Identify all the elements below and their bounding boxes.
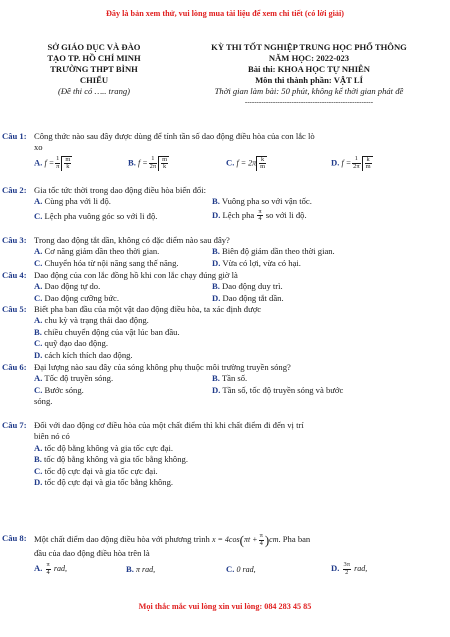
option-a[interactable]: [34, 156, 72, 171]
option-label: B.: [128, 157, 136, 168]
option-label: D.: [34, 349, 43, 360]
option-label: A.: [34, 442, 43, 453]
option-text: cách kích thích dao động.: [44, 349, 133, 360]
option-label: A.: [34, 563, 43, 574]
option-text: Bước sóng.: [44, 384, 84, 395]
question-text: Công thức nào sau đây được dùng để tính tần số dao động điều hòa của con lắc lò: [34, 131, 315, 141]
option-text: Tần số, tốc độ truyền sóng và bước: [222, 384, 344, 395]
exam-header: [175, 42, 443, 108]
school-line-1: SỞ GIÁO DỤC VÀ ĐÀO: [47, 42, 141, 52]
school-year: NĂM HỌC: 2022-023: [268, 53, 350, 63]
question-4: [2, 270, 434, 304]
option-label: A.: [34, 246, 43, 257]
option-text: Lệch pha vuông góc so với li độ.: [44, 210, 158, 221]
question-text-cont: biên nó có: [34, 431, 70, 442]
formula-prefix: f =: [44, 158, 55, 168]
question-text: Đối với dao động cơ điều hòa của một chất điểm thì khi chất điểm đi đến vị trí: [34, 420, 304, 430]
option-label: C.: [226, 157, 235, 168]
rad-den: k: [66, 163, 70, 171]
option-suffix: rad,: [354, 564, 368, 574]
option-label: D.: [331, 563, 340, 574]
option-c[interactable]: [226, 564, 256, 575]
eq-frac-num: π: [259, 532, 263, 539]
exam-component: Môn thi thành phần: VẬT LÍ: [255, 75, 363, 85]
frac-num: 3π: [343, 561, 350, 569]
option-b[interactable]: [212, 373, 247, 384]
option-label: C.: [34, 384, 43, 395]
option-b[interactable]: [34, 454, 434, 465]
rad-den: m: [365, 163, 371, 171]
option-d[interactable]: [212, 293, 284, 304]
school-line-2: TẠO TP. HỒ CHÍ MINH: [47, 53, 141, 63]
option-a[interactable]: [34, 562, 67, 576]
rad-num: m: [65, 155, 71, 163]
question-6: [2, 362, 434, 408]
question-7: [2, 420, 434, 488]
option-text: tốc độ cực đại và gia tốc bằng không.: [44, 476, 174, 487]
option-label: D.: [212, 384, 221, 395]
option-b[interactable]: [128, 156, 169, 171]
option-label: D.: [212, 257, 221, 268]
coef-den: π: [56, 162, 60, 170]
option-text: Lệch pha: [222, 209, 255, 220]
option-text: Tần số.: [221, 373, 248, 384]
frac-num: π: [258, 207, 262, 215]
option-suffix: rad,: [53, 564, 68, 574]
equation-inner: πt +: [243, 535, 258, 545]
question-number: Câu 7:: [2, 420, 27, 430]
option-text: Dao động tự do.: [44, 281, 101, 292]
rad-den: k: [162, 163, 167, 171]
bottom-banner: Mọi thắc mắc vui lòng xin vui lòng: 084 283 45 85: [138, 602, 312, 611]
option-label: C.: [226, 564, 235, 575]
option-a[interactable]: [34, 246, 159, 257]
option-c[interactable]: [34, 338, 434, 349]
question-3: [2, 235, 434, 269]
option-b[interactable]: [126, 564, 155, 575]
exam-duration: Thời gian làm bài: 50 phút, không kể thời gian phát đề: [214, 86, 404, 96]
option-text: chu kỳ và trạng thái dao động.: [44, 315, 149, 326]
equation-prefix: x = 4cos: [211, 535, 240, 545]
coef-den: 2π: [149, 162, 157, 170]
coef-num: 1: [149, 156, 157, 164]
school-line-3: TRƯỜNG THPT BÌNH: [50, 64, 138, 74]
option-d[interactable]: [331, 156, 373, 171]
option-label: A.: [34, 281, 43, 292]
question-text-end: . Pha ban: [278, 534, 311, 545]
rad-num: k: [261, 155, 265, 163]
option-b[interactable]: [212, 281, 283, 292]
option-a[interactable]: [34, 373, 113, 384]
option-label: A.: [34, 196, 43, 207]
frac-den: 2: [345, 568, 349, 576]
option-text: Dao động tắt dần.: [222, 292, 284, 303]
question-text: Một chất điểm dao động điều hòa với phương trình: [34, 534, 210, 545]
question-text: Biết pha ban đầu của một vật dao động điều hòa, ta xác định được: [34, 304, 262, 314]
option-c[interactable]: [34, 293, 119, 304]
option-a[interactable]: [34, 196, 111, 207]
question-number: Câu 8:: [2, 533, 27, 543]
option-d[interactable]: [331, 562, 367, 576]
rad-num: m: [162, 155, 168, 163]
coef-num: 1: [352, 156, 360, 164]
option-b[interactable]: [212, 246, 335, 257]
option-b[interactable]: [212, 196, 312, 207]
option-c[interactable]: [34, 211, 157, 222]
question-8: Câu 8: Một chất điểm dao động điều hòa với phương trình x = 4cos(πt + $\frac{\pi}{4}$ )cm. Pha ban đầu của dao động điều hòa trên là A. $\frac{\pi}{4}$ rad, B. π rad, C. 0 rad, D. $\frac{3\pi}{2}$ rad,: [34, 533, 434, 579]
question-text: Đại lượng nào sau đây của sóng không phụ thuộc môi trường truyền sóng?: [34, 362, 291, 372]
option-d[interactable]: [212, 258, 301, 269]
option-label: B.: [212, 196, 220, 207]
question-number: Câu 3:: [2, 235, 27, 245]
frac-num: π: [46, 561, 50, 569]
option-text: Biên độ giảm dần theo thời gian.: [222, 246, 335, 257]
question-text-cont: đầu của dao động điều hòa trên là: [34, 548, 150, 558]
option-text: tốc độ cực đại và gia tốc cực đại.: [44, 465, 158, 476]
option-text: tốc độ bằng không và gia tốc cực đại.: [44, 442, 174, 453]
option-d[interactable]: [34, 350, 434, 361]
question-2: [2, 185, 434, 226]
question-1: [2, 131, 434, 175]
option-label: C.: [34, 292, 43, 303]
option-text: Chuyển hóa từ nội năng sang thế năng.: [44, 257, 179, 268]
option-label: A.: [34, 315, 43, 326]
frac-den: 4: [46, 568, 50, 576]
option-d[interactable]: [34, 477, 434, 488]
option-suffix: so với li độ.: [265, 209, 307, 220]
option-label: D.: [212, 209, 221, 220]
option-label: B.: [126, 564, 134, 575]
school-header: [14, 42, 174, 97]
option-text: tốc độ bằng không và gia tốc bằng không.: [44, 454, 188, 465]
question-text: Gia tốc tức thời trong dao động điều hòa biến đổi:: [34, 185, 206, 195]
option-a[interactable]: [34, 281, 100, 292]
option-a[interactable]: [34, 443, 434, 454]
eq-frac-den: 4: [259, 539, 263, 547]
option-text: Vừa có lợi, vừa có hại.: [222, 257, 301, 268]
formula-prefix: f = 2π: [236, 158, 257, 168]
question-text: Dao động của con lắc đồng hồ khi con lắc chạy đúng giờ là: [34, 270, 238, 280]
option-label: D.: [212, 292, 221, 303]
coef-den: 2π: [353, 162, 360, 170]
option-label: C.: [34, 338, 43, 349]
question-text-cont: xo: [34, 142, 43, 153]
option-label: C.: [34, 465, 43, 476]
option-label: B.: [34, 326, 42, 337]
option-a[interactable]: [34, 315, 434, 326]
option-label: B.: [212, 373, 220, 384]
option-label: D.: [34, 476, 43, 487]
option-text: chiều chuyển động của vật lúc ban đầu.: [44, 326, 180, 337]
top-banner: Đây là bản xem thử, vui lòng mua tài liệu để xem chi tiết (có lời giải): [105, 9, 344, 18]
option-text: 0 rad,: [236, 565, 256, 575]
option-text: Cùng pha với li độ.: [44, 196, 111, 207]
rad-num: k: [366, 155, 370, 163]
exam-title: KỲ THI TỐT NGHIỆP TRUNG HỌC PHỔ THÔNG: [211, 42, 407, 52]
option-label: C.: [34, 257, 43, 268]
question-number: Câu 4:: [2, 270, 27, 280]
option-text: quỹ đạo dao động.: [44, 338, 109, 349]
option-c[interactable]: [226, 156, 267, 171]
option-label: A.: [34, 157, 43, 168]
option-text: π rad,: [136, 565, 156, 575]
formula-prefix: f =: [341, 158, 352, 168]
option-label: A.: [34, 373, 43, 384]
question-number: Câu 1:: [2, 131, 27, 141]
option-label: B.: [212, 281, 220, 292]
option-d[interactable]: [212, 209, 307, 223]
question-number: Câu 6:: [2, 362, 27, 372]
frac-den: 4: [258, 215, 262, 223]
option-c[interactable]: [34, 466, 434, 477]
formula-prefix: f =: [138, 158, 148, 168]
question-number: Câu 2:: [2, 185, 27, 195]
option-c[interactable]: [34, 258, 179, 269]
equation-unit: cm: [269, 535, 279, 545]
rad-den: m: [260, 163, 266, 171]
option-d[interactable]: [212, 385, 343, 396]
option-text: Dao động cưỡng bức.: [44, 292, 119, 303]
option-label: B.: [34, 454, 42, 465]
option-c[interactable]: [34, 385, 84, 396]
option-d-cont: sóng.: [34, 396, 53, 407]
question-number: Câu 5:: [2, 304, 27, 314]
exam-subject: Bài thi: KHOA HỌC TỰ NHIÊN: [248, 64, 370, 74]
page-count-note: (Đề thi có ….. trang): [57, 86, 131, 96]
school-line-4: CHIỂU: [79, 75, 109, 85]
option-text: Cơ năng giảm dần theo thời gian.: [44, 246, 160, 257]
option-text: Tốc độ truyền sóng.: [44, 373, 114, 384]
coef-num: 1: [56, 155, 60, 163]
question-5: [2, 304, 434, 361]
option-b[interactable]: [34, 327, 434, 338]
option-label: D.: [331, 157, 340, 168]
option-text: Vuông pha so với vận tốc.: [221, 196, 312, 207]
header-divider: -------------------------------------------------------: [244, 98, 374, 106]
option-label: B.: [212, 246, 220, 257]
option-label: C.: [34, 210, 43, 221]
question-text: Trong dao động tắt dần, không có đặc điểm nào sau đây?: [34, 235, 230, 245]
option-text: Dao động duy trì.: [222, 281, 283, 292]
